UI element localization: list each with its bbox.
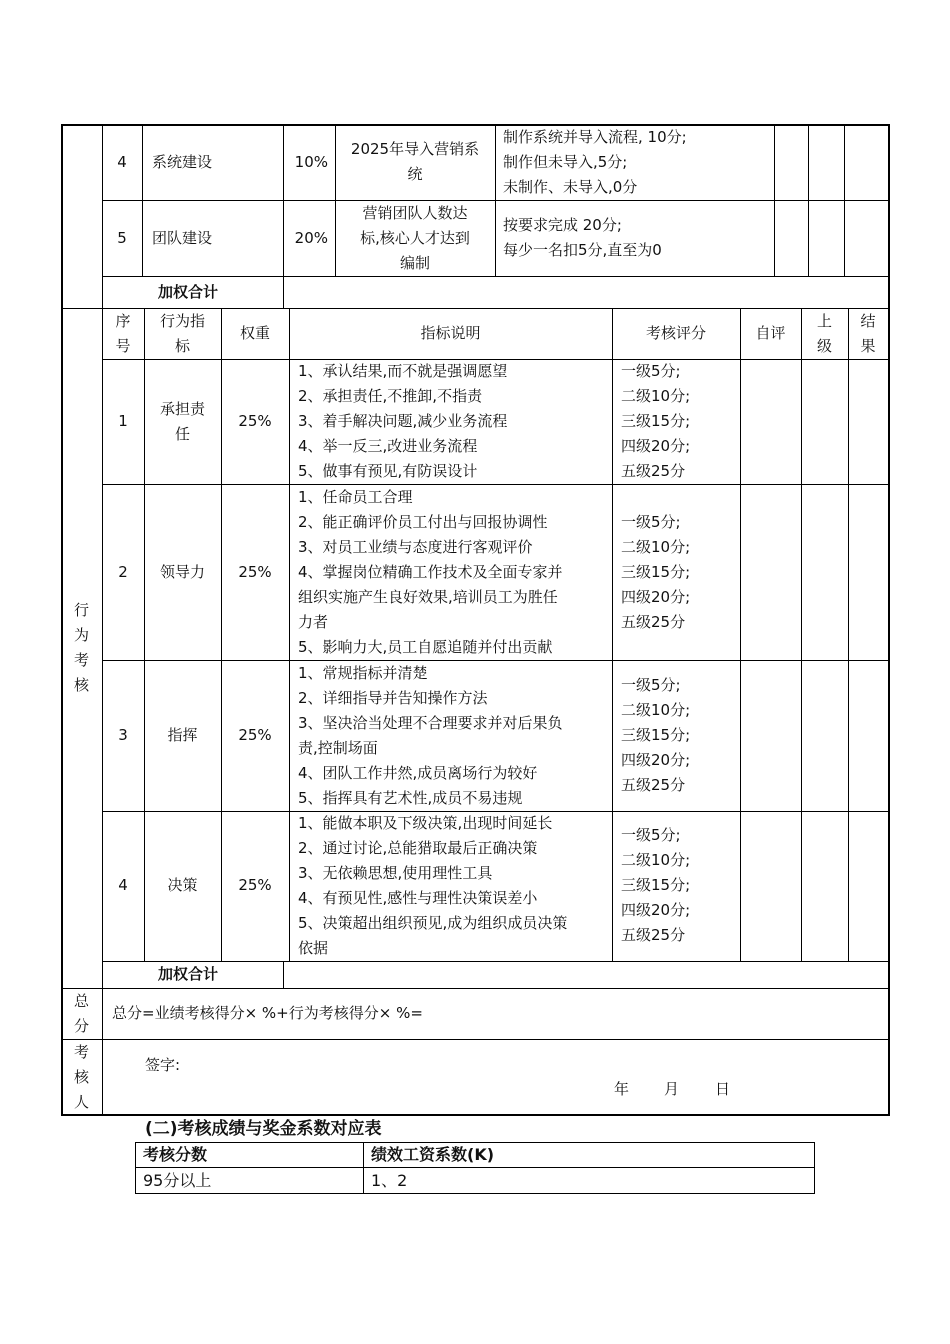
total-label: 总 分 [73,992,89,1035]
row-target: 营销团队人数达 标,核心人才达到 编制 [360,204,470,272]
row-weight: 10% [294,153,328,171]
row-weight: 25% [238,726,272,744]
row-criteria: 制作系统并导入流程, 10分; 制作但未导入,5分; 未制作、未导入,0分 [503,128,687,196]
score-range-cell: 95分以上 [143,1171,212,1190]
assessor-label: 考 核 人 [73,1043,89,1111]
weighted-total-label: 加权合计 [158,965,219,983]
row-desc: 1、承认结果,而不就是强调愿望 2、承担责任,不推卸,不指责 3、着手解决问题,减少业务流程 4、举一反三,改进业务流程 5、做事有预见,有防误设计 [298,362,508,480]
header-no: 序 号 [115,312,131,355]
row-weight: 25% [238,563,272,581]
date-year: 年 [614,1080,630,1098]
row-number: 3 [118,726,128,744]
date-month: 月 [664,1080,680,1098]
row-number: 4 [117,153,127,171]
header-item: 行为指 标 [159,312,205,355]
row-number: 4 [118,876,128,894]
header-score-range: 考核分数 [143,1145,208,1164]
header-coefficient: 绩效工资系数(K) [371,1145,495,1164]
row-item: 承担责 任 [159,400,205,443]
header-desc: 指标说明 [420,324,481,342]
row-desc: 1、能做本职及下级决策,出现时间延长 2、通过讨论,总能猎取最后正确决策 3、无依赖思想,使用理性工具 4、有预见性,感性与理性决策误差小 5、决策超出组织预见,成为组织成员决策 依据 [298,814,568,957]
row-desc: 1、常规指标并清楚 2、详细指导并告知操作方法 3、坚决洽当处理不合理要求并对后果负 责,控制场面 4、团队工作井然,成员离场行为较好 5、指挥具有艺术性,成员不易违规 [298,664,563,807]
row-number: 5 [117,229,127,247]
row-desc: 1、任命员工合理 2、能正确评价员工付出与回报协调性 3、对员工业绩与态度进行客观评价 4、掌握岗位精确工作技术及全面专家并 组织实施产生良好效果,培训员工为胜任 力者 5、影响力大,员工自愿追随并付出贡献 [298,488,563,656]
row-item: 指挥 [167,726,198,744]
row-score: 一级5分; 二级10分; 三级15分; 四级20分; 五级25分 [621,513,691,631]
row-item: 团队建设 [152,229,213,247]
row-weight: 25% [238,876,272,894]
row-number: 1 [118,412,128,430]
date-day: 日 [715,1080,731,1098]
header-superior: 上 级 [816,312,832,355]
header-score: 考核评分 [645,324,706,342]
row-score: 一级5分; 二级10分; 三级15分; 四级20分; 五级25分 [621,676,691,794]
row-item: 系统建设 [152,153,213,171]
section-title: (二)考核成绩与奖金系数对应表 [145,1119,382,1139]
row-item: 决策 [167,876,198,894]
header-self: 自评 [755,324,786,342]
signature-label: 签字: [145,1056,181,1074]
row-score: 一级5分; 二级10分; 三级15分; 四级20分; 五级25分 [621,826,691,944]
row-number: 2 [118,563,128,581]
row-weight: 20% [294,229,328,247]
coefficient-cell: 1、2 [371,1171,408,1190]
row-weight: 25% [238,412,272,430]
header-result: 结 果 [860,312,876,355]
weighted-total-label: 加权合计 [158,283,219,301]
row-item: 领导力 [159,563,205,581]
header-weight: 权重 [239,324,270,342]
row-score: 一级5分; 二级10分; 三级15分; 四级20分; 五级25分 [621,362,691,480]
total-formula: 总分=业绩考核得分× %+行为考核得分× %= [112,1004,423,1022]
row-criteria: 按要求完成 20分; 每少一名扣5分,直至为0 [503,216,662,259]
behavior-section-label: 行 为 考 核 [73,601,89,694]
row-target: 2025年导入营销系 统 [350,140,480,183]
